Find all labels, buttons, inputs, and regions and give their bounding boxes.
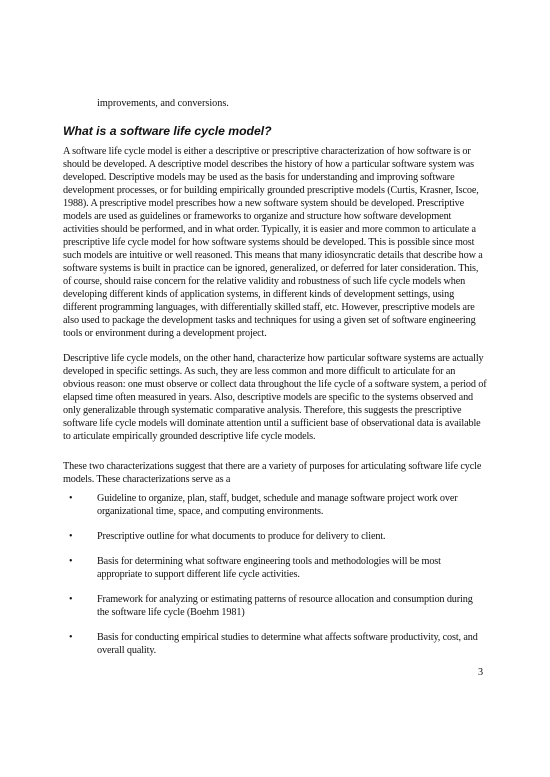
bullet-icon: • <box>69 632 73 643</box>
bullet-icon: • <box>69 594 73 605</box>
list-item-text: Basis for conducting empirical studies to determine what affects software productivity, cost, and overall quality. <box>97 632 478 656</box>
list-item <box>63 530 487 543</box>
bullet-icon: • <box>69 531 73 542</box>
list-item <box>63 631 487 657</box>
bullet-icon: • <box>69 556 73 567</box>
bullet-icon: • <box>69 493 73 504</box>
paragraph-descriptive-models: Descriptive life cycle models, on the other hand, characterize how particular software systems are actually developed in specific settings. As such, they are less common and more difficult to articulate for an obvious reason: one must observe or collect data throughout the life cycle of a software system, a period of elapsed time often measured in years. Also, descriptive models are specific to the systems observed and only generalizable through systematic comparative analysis. Therefore, this suggests the prescriptive software life cycle models will dominate attention until a sufficient base of observational data is available to articulate empirically grounded descriptive life cycle models. <box>63 353 487 442</box>
list-item-text: Prescriptive outline for what documents to produce for delivery to client. <box>97 531 386 542</box>
continuation-line: improvements, and conversions. <box>97 98 229 109</box>
list-item <box>63 555 487 581</box>
list-item-text: Framework for analyzing or estimating patterns of resource allocation and consumption during the software life cycle (Boehm 1981) <box>97 594 473 618</box>
paragraph-purposes: These two characterizations suggest that there are a variety of purposes for articulating software life cycle models. These characterizations serve as a <box>63 461 482 485</box>
list-item-text: Basis for determining what software engineering tools and methodologies will be most appropriate to support different life cycle activities. <box>97 556 441 580</box>
list-item <box>63 593 487 619</box>
page-number: 3 <box>478 667 484 678</box>
list-item <box>63 492 487 518</box>
paragraph-prescriptive-descriptive: A software life cycle model is either a descriptive or prescriptive characterization of how software is or should be developed. A descriptive model describes the history of how a particular software system was developed. Descriptive models may be used as the basis for understanding and improving software development processes, or for building empirically grounded prescriptive models (Curtis, Krasner, Iscoe, 1988). A prescriptive model prescribes how a new software system should be developed. Prescriptive models are used as guidelines or frameworks to organize and structure how software development activities should be performed, and in what order. Typically, it is easier and more common to articulate a prescriptive life cycle model for how software systems should be developed. This is possible since most such models are intuitive or well reasoned. This means that many idiosyncratic details that describe how a software systems is built in practice can be ignored, generalized, or deferred for later consideration. This, of course, should raise concern for the relative validity and robustness of such life cycle models when developing different kinds of application systems, in different kinds of development settings, using different programming languages, with differentially skilled staff, etc. However, prescriptive models are also used to package the development tasks and techniques for using a given set of software engineering tools or environment during a development project. <box>63 146 483 339</box>
list-item-text: Guideline to organize, plan, staff, budget, schedule and manage software project work over organizational time, space, and computing environments. <box>97 493 458 517</box>
section-heading: What is a software life cycle model? <box>63 124 272 138</box>
